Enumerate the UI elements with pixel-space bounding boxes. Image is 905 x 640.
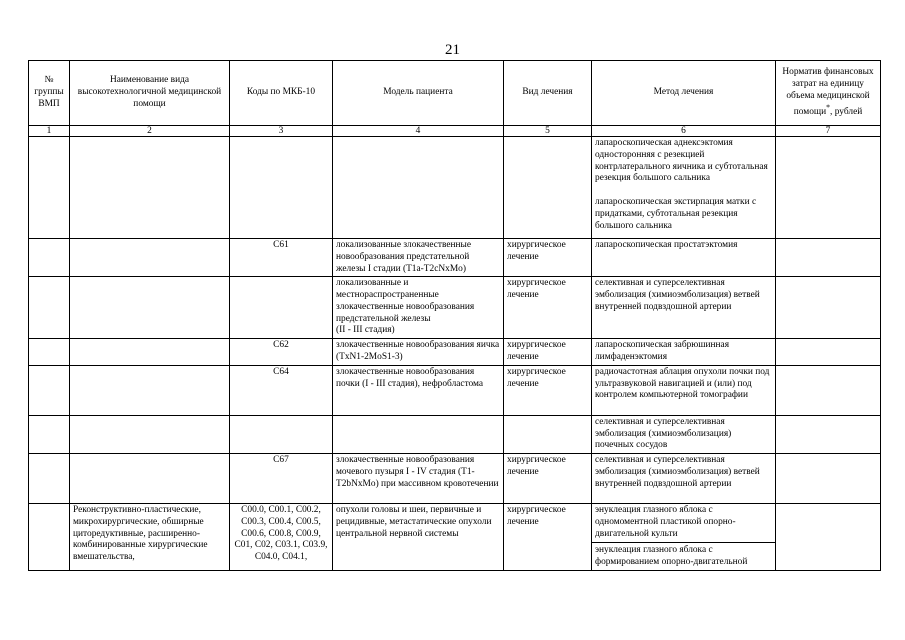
- method-text: лапароскопическая экстирпация матки с придатками, субтотальная резекция большого сальника: [595, 197, 757, 231]
- column-number: 5: [504, 126, 592, 137]
- cell-method: [592, 504, 776, 571]
- method-text: лапароскопическая аднексэктомия односторонняя с резекцией контрлатерального яичника и субтотальная резекция большого сальника: [595, 138, 768, 184]
- cell-code: C00.0, C00.1, C00.2, C00.3, C00.4, C00.5, C00.6, C00.8, C00.9, C01, C02, C03.1, C03.9, C04.0, C04.1,: [230, 504, 333, 571]
- header-icd-codes: Коды по МКБ-10: [230, 61, 333, 126]
- cell-cost: [776, 277, 881, 339]
- cell-model: [333, 137, 504, 239]
- cell-name: [70, 277, 230, 339]
- cell-group: [29, 365, 70, 415]
- cell-method: лапароскопическая простатэктомия: [592, 239, 776, 277]
- cell-group: [29, 504, 70, 571]
- cell-code: C62: [230, 339, 333, 366]
- cell-name: [70, 365, 230, 415]
- table-row: [29, 365, 881, 415]
- column-number: 1: [29, 126, 70, 137]
- column-number: 7: [776, 126, 881, 137]
- cell-model: злокачественные новообразования почки (I - III стадия), нефробластома: [333, 365, 504, 415]
- header-vmp-name: Наименование вида высокотехнологичной медицинской помощи: [70, 61, 230, 126]
- page-number: 21: [445, 42, 460, 58]
- cell-cost: [776, 504, 881, 571]
- table-row: [29, 137, 881, 239]
- column-number-row: [29, 126, 881, 137]
- header-treatment-type: Вид лечения: [504, 61, 592, 126]
- cell-code: [230, 137, 333, 239]
- table-row: [29, 277, 881, 339]
- table-row: [29, 454, 881, 504]
- method-text: энуклеация глазного яблока с формированием опорно-двигательной: [595, 545, 748, 567]
- vmp-table: [28, 60, 881, 571]
- cell-name: [70, 339, 230, 366]
- table-row: [29, 415, 881, 453]
- cell-code: C67: [230, 454, 333, 504]
- column-number: 2: [70, 126, 230, 137]
- cell-method: [592, 137, 776, 239]
- cell-method: селективная и суперселективная эмболизация (химиоэмболизация) почечных сосудов: [592, 415, 776, 453]
- cell-name: [70, 415, 230, 453]
- cell-code: C64: [230, 365, 333, 415]
- header-cost-norm-unit: , рублей: [830, 106, 863, 117]
- cell-code: [230, 415, 333, 453]
- cell-treatment: [504, 415, 592, 453]
- column-number: 3: [230, 126, 333, 137]
- header-cost-norm: [776, 61, 881, 126]
- cell-treatment: хирургическое лечение: [504, 365, 592, 415]
- cell-model: опухоли головы и шеи, первичные и рецидивные, метастатические опухоли центральной нервной системы: [333, 504, 504, 571]
- column-number: 6: [592, 126, 776, 137]
- cell-cost: [776, 454, 881, 504]
- cell-name: [70, 137, 230, 239]
- cell-group: [29, 415, 70, 453]
- cell-group: [29, 454, 70, 504]
- cell-method: селективная и суперселективная эмболизация (химиоэмболизация) ветвей внутренней подвздошной артерии: [592, 454, 776, 504]
- cell-group: [29, 239, 70, 277]
- cell-treatment: хирургическое лечение: [504, 277, 592, 339]
- cell-method: лапароскопическая забрюшинная лимфаденэктомия: [592, 339, 776, 366]
- cell-name: Реконструктивно-пластические, микрохирургические, обширные циторедуктивные, расширенно-комбинированные хирургические вмешательства,: [70, 504, 230, 571]
- cell-treatment: хирургическое лечение: [504, 339, 592, 366]
- header-group-number: № группы ВМП: [29, 61, 70, 126]
- cell-treatment: хирургическое лечение: [504, 239, 592, 277]
- cell-group: [29, 339, 70, 366]
- cell-treatment: хирургическое лечение: [504, 504, 592, 571]
- cell-model: злокачественные новообразования яичка (TxN1-2MoS1-3): [333, 339, 504, 366]
- cell-cost: [776, 365, 881, 415]
- cell-group: [29, 277, 70, 339]
- column-number: 4: [333, 126, 504, 137]
- cell-model: локализованные и местнораспространенные злокачественные новообразования предстательной железы (II - III стадия): [333, 277, 504, 339]
- cell-group: [29, 137, 70, 239]
- header-patient-model: Модель пациента: [333, 61, 504, 126]
- cell-method: селективная и суперселективная эмболизация (химиоэмболизация) ветвей внутренней подвздошной артерии: [592, 277, 776, 339]
- cell-cost: [776, 339, 881, 366]
- table-row: [29, 339, 881, 366]
- header-treatment-method: Метод лечения: [592, 61, 776, 126]
- cell-method: радиочастотная аблация опухоли почки под ультразвуковой навигацией и (или) под контролем компьютерной томографии: [592, 365, 776, 415]
- cell-treatment: хирургическое лечение: [504, 454, 592, 504]
- cell-model: локализованные злокачественные новообразования предстательной железы I стадии (T1a-T2cNxMo): [333, 239, 504, 277]
- header-cost-norm-text: Норматив финансовых затрат на единицу объема медицинской помощи: [782, 67, 874, 117]
- cell-name: [70, 239, 230, 277]
- cell-cost: [776, 137, 881, 239]
- cell-model: злокачественные новообразования мочевого пузыря I - IV стадия (T1-T2bNxMo) при массивном кровотечении: [333, 454, 504, 504]
- cell-code: [230, 277, 333, 339]
- cell-cost: [776, 415, 881, 453]
- header-row: [29, 61, 881, 126]
- cell-name: [70, 454, 230, 504]
- table-row: [29, 239, 881, 277]
- table-row: [29, 504, 881, 571]
- cell-code: C61: [230, 239, 333, 277]
- cell-model: [333, 415, 504, 453]
- method-text: энуклеация глазного яблока с одномоментной пластикой опорно-двигательной культи: [592, 504, 775, 543]
- cell-cost: [776, 239, 881, 277]
- header-cost-norm-footnote-mark: *: [826, 102, 831, 112]
- cell-treatment: [504, 137, 592, 239]
